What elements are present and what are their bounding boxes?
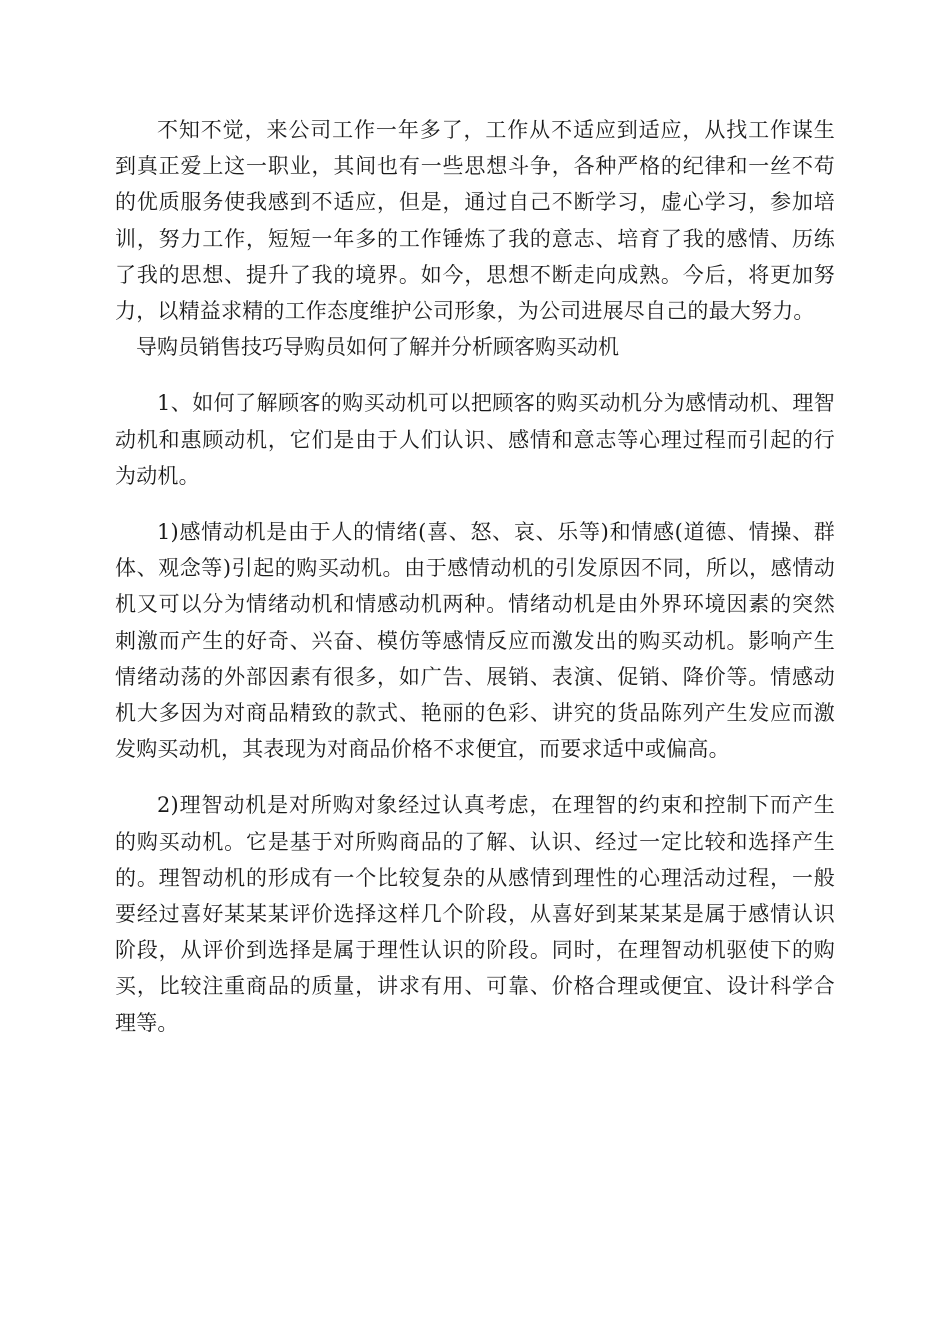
- paragraph-motives-overview: 1、如何了解顾客的购买动机可以把顾客的购买动机分为感情动机、理智动机和惠顾动机，它们是由于人们认识、感情和意志等心理过程而引起的行为动机。: [115, 391, 835, 488]
- document-page: [115, 112, 835, 1041]
- paragraph-intro: 不知不觉，来公司工作一年多了，工作从不适应到适应，从找工作谋生到真正爱上这一职业，其间也有一些思想斗争，各种严格的纪律和一丝不苟的优质服务使我感到不适应，但是，通过自己不断学习，虚心学习，参加培训，努力工作，短短一年多的工作锤炼了我的意志、培育了我的感情、历练了我的思想、提升了我的境界。如今，思想不断走向成熟。今后，将更加努力，以精益求精的工作态度维护公司形象，为公司进展尽自己的最大努力。: [115, 118, 835, 324]
- paragraph-emotional-motive: 1)感情动机是由于人的情绪(喜、怒、哀、乐等)和情感(道德、情操、群体、观念等)引起的购买动机。由于感情动机的引发原因不同，所以，感情动机又可以分为情绪动机和情感动机两种。情绪动机是由外界环境因素的突然刺激而产生的好奇、兴奋、模仿等感情反应而激发出的购买动机。影响产生情绪动荡的外部因素有很多，如广告、展销、表演、促销、降价等。情感动机大多因为对商品精致的款式、艳丽的色彩、讲究的货品陈列产生发应而激发购买动机，其表现为对商品价格不求便宜，而要求适中或偏高。: [115, 520, 835, 762]
- paragraph-rational-motive: 2)理智动机是对所购对象经过认真考虑，在理智的约束和控制下而产生的购买动机。它是基于对所购商品的了解、认识、经过一定比较和选择产生的。理智动机的形成有一个比较复杂的从感情到理性的心理活动过程，一般要经过喜好某某某评价选择这样几个阶段，从喜好到某某某是属于感情认识阶段，从评价到选择是属于理性认识的阶段。同时，在理智动机驱使下的购买，比较注重商品的质量，讲求有用、可靠、价格合理或便宜、设计科学合理等。: [115, 793, 835, 1035]
- section-heading: 导购员销售技巧导购员如何了解并分析顾客购买动机: [136, 335, 619, 360]
